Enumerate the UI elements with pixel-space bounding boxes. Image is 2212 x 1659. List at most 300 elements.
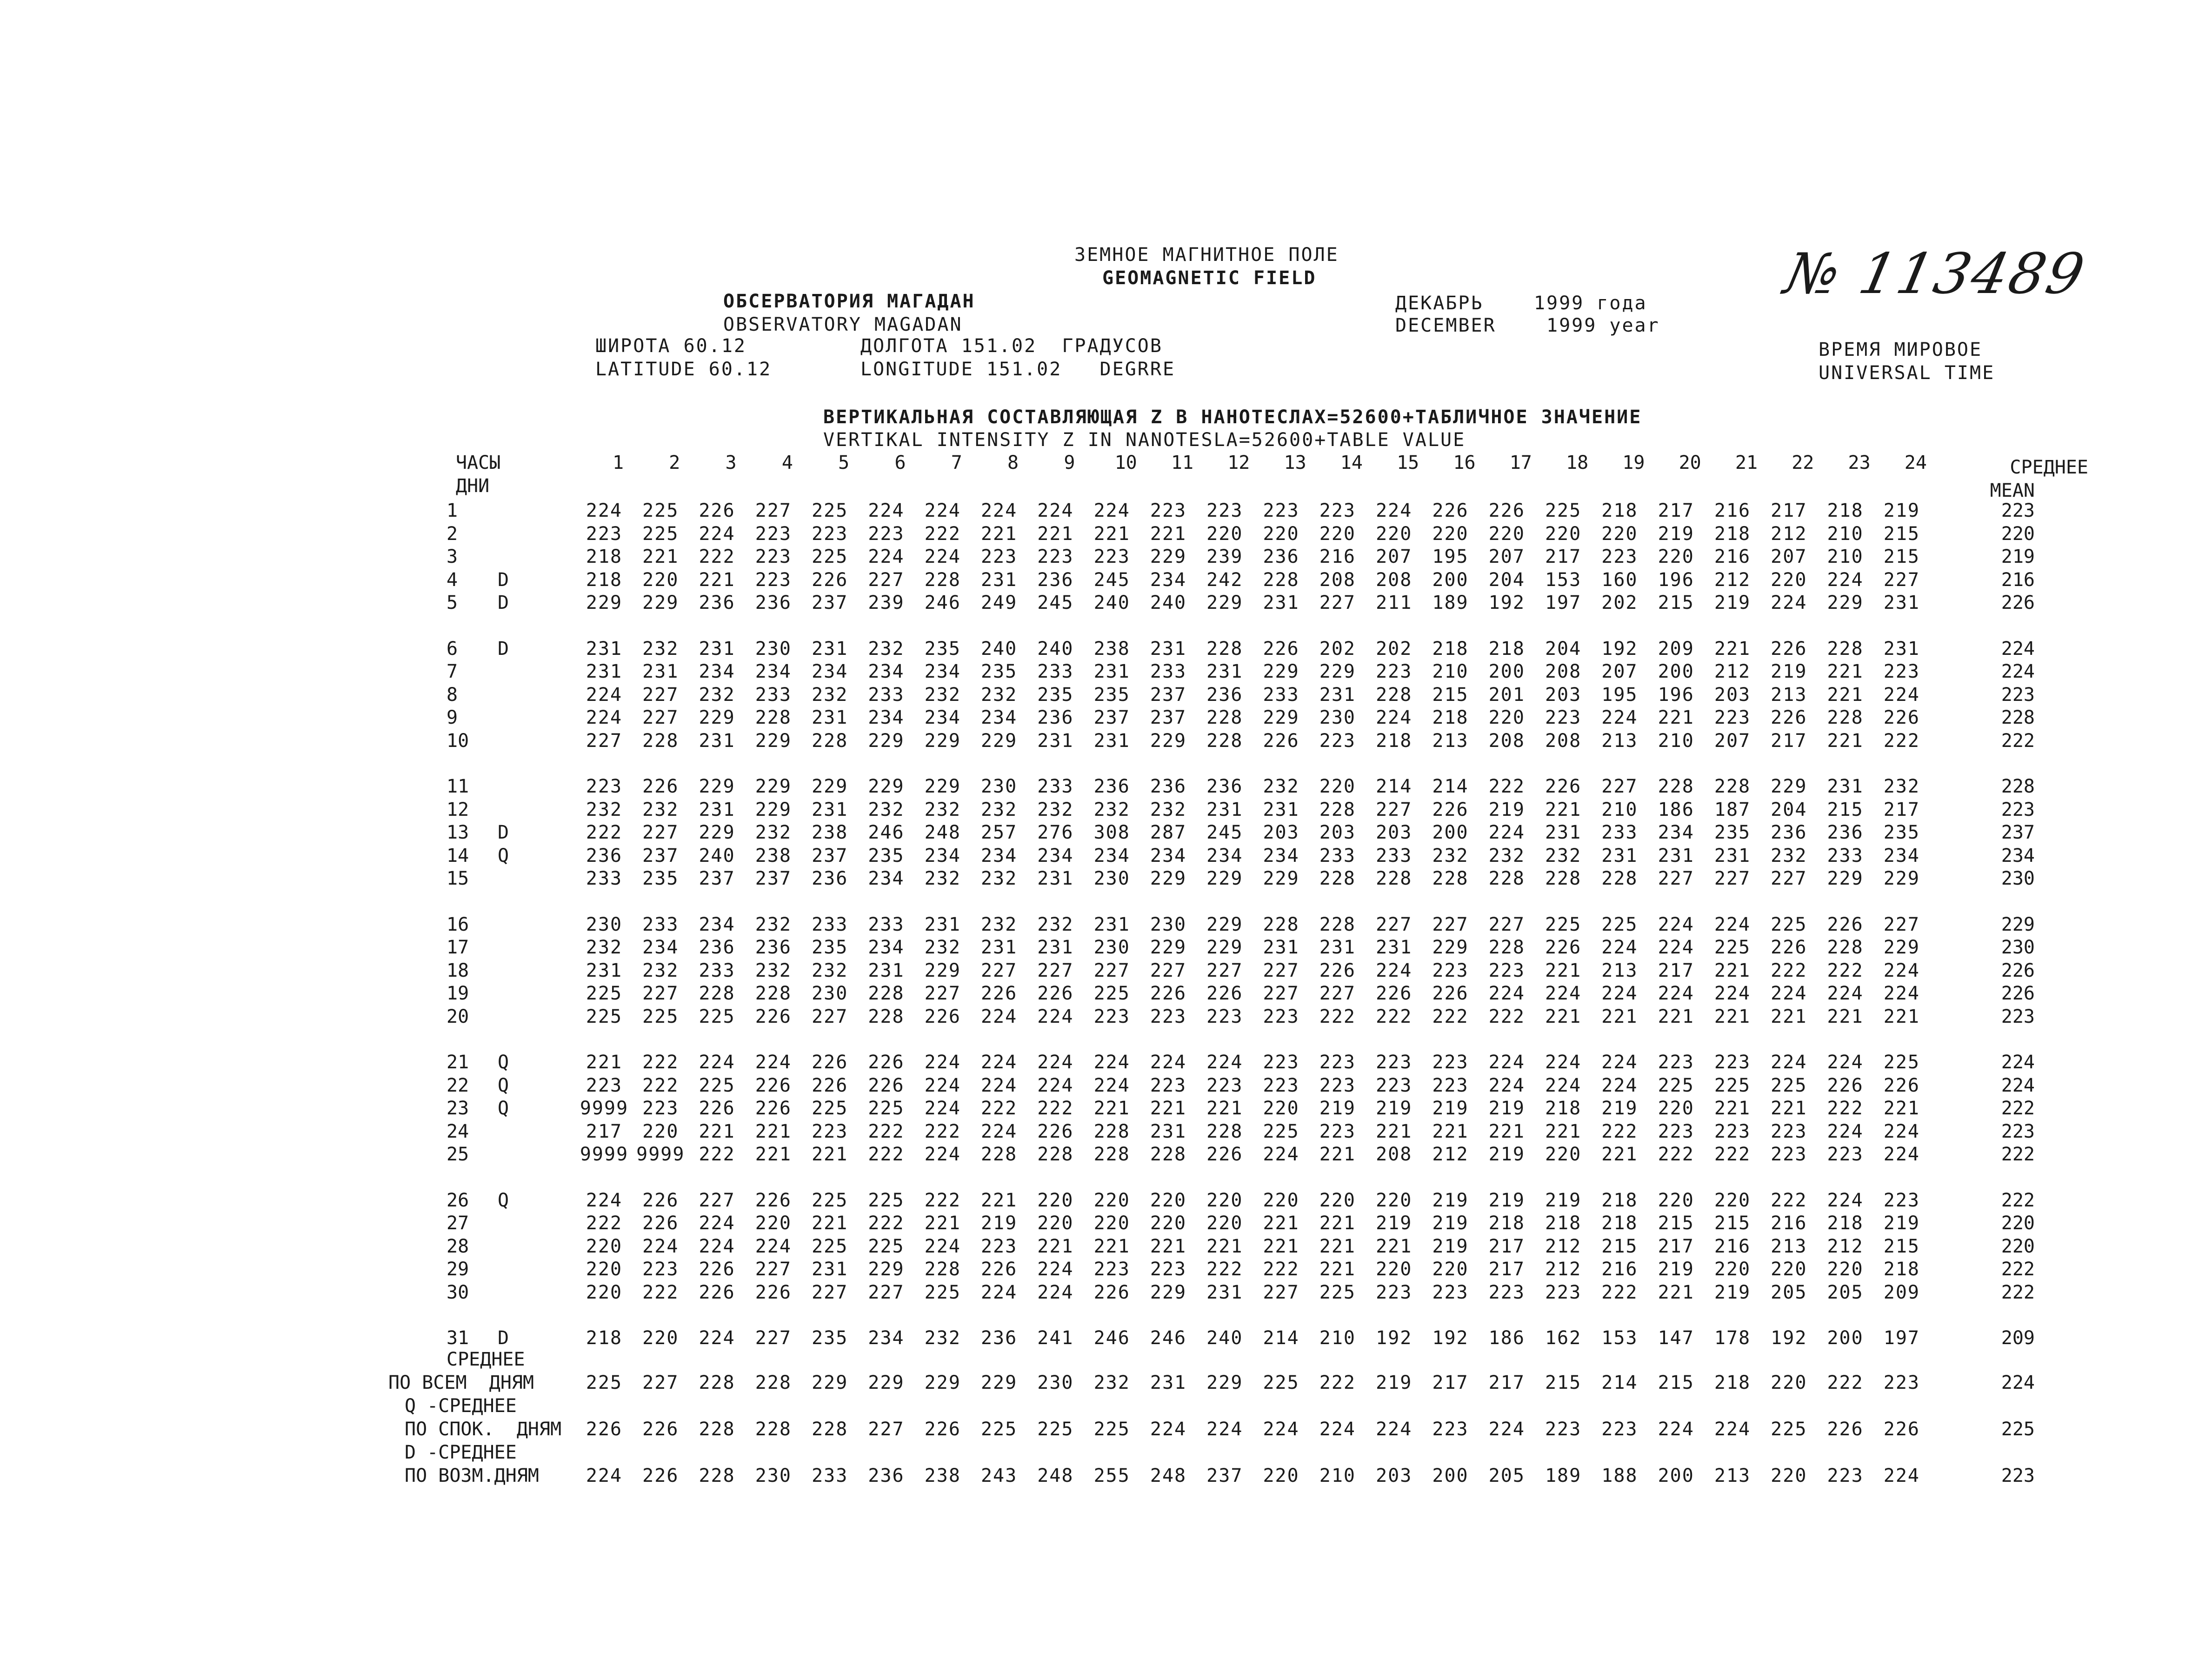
table-cell: 225 bbox=[868, 1098, 905, 1119]
table-cell: 236 bbox=[1827, 822, 1864, 843]
time-ru: ВРЕМЯ МИРОВОЕ bbox=[1819, 339, 1983, 360]
table-cell: 208 bbox=[1319, 569, 1356, 591]
table-cell: 228 bbox=[924, 1259, 961, 1280]
table-cell: 228 bbox=[1093, 1144, 1130, 1165]
component-ru: ВЕРТИКАЛЬНАЯ СОСТАВЛЯЮЩАЯ Z В НАНОТЕСЛАХ=52600+ТАБЛИЧНОЕ ЗНАЧЕНИЕ bbox=[823, 406, 1642, 428]
table-cell: 229 bbox=[924, 959, 961, 981]
summary-cell: 227 bbox=[868, 1418, 905, 1440]
table-cell: 229 bbox=[1319, 661, 1356, 682]
table-cell: 246 bbox=[1150, 1327, 1187, 1349]
table-cell: 229 bbox=[1150, 868, 1187, 889]
table-cell: 220 bbox=[1658, 1098, 1694, 1119]
table-cell: 218 bbox=[1714, 523, 1751, 545]
table-cell: 224 bbox=[868, 500, 905, 521]
table-cell: 223 bbox=[1432, 1052, 1469, 1073]
table-cell: 224 bbox=[1827, 569, 1864, 591]
table-cell: 224 bbox=[1037, 1259, 1074, 1280]
table-cell: 226 bbox=[868, 1074, 905, 1096]
table-cell: 248 bbox=[924, 822, 961, 843]
table-cell: 234 bbox=[1150, 569, 1187, 591]
table-cell: 225 bbox=[1545, 913, 1582, 935]
summary-label: СРЕДНЕЕ bbox=[446, 1348, 525, 1370]
table-cell: 223 bbox=[1883, 661, 1920, 682]
table-cell: 205 bbox=[1827, 1281, 1864, 1303]
table-cell: 236 bbox=[1150, 776, 1187, 797]
table-cell: 229 bbox=[699, 776, 735, 797]
hour-header: 22 bbox=[1792, 452, 1814, 473]
table-cell: 231 bbox=[812, 707, 848, 728]
table-cell: 232 bbox=[755, 913, 792, 935]
table-cell: 228 bbox=[1488, 868, 1525, 889]
summary-cell: 230 bbox=[755, 1465, 792, 1486]
table-cell: 224 bbox=[1263, 1144, 1299, 1165]
table-cell: 218 bbox=[1545, 1213, 1582, 1234]
table-cell: 222 bbox=[1319, 1006, 1356, 1027]
table-cell: 202 bbox=[1601, 592, 1638, 613]
table-cell: 232 bbox=[586, 937, 623, 958]
table-cell: 220 bbox=[1771, 1259, 1807, 1280]
table-cell: 229 bbox=[1827, 868, 1864, 889]
table-cell: 220 bbox=[1714, 1189, 1751, 1211]
table-cell: 226 bbox=[812, 569, 848, 591]
table-cell: 231 bbox=[1376, 937, 1412, 958]
table-cell: 229 bbox=[1263, 868, 1299, 889]
summary-cell: 232 bbox=[1093, 1372, 1130, 1393]
table-cell: 239 bbox=[1206, 546, 1243, 567]
table-cell: 218 bbox=[586, 546, 623, 567]
table-cell: 213 bbox=[1432, 730, 1469, 752]
table-cell: 221 bbox=[812, 1213, 848, 1234]
table-cell: 223 bbox=[1093, 1259, 1130, 1280]
table-cell: 239 bbox=[868, 592, 905, 613]
summary-cell: 228 bbox=[755, 1418, 792, 1440]
table-cell: 224 bbox=[1545, 983, 1582, 1004]
table-cell: 225 bbox=[1601, 913, 1638, 935]
table-cell: 219 bbox=[1432, 1213, 1469, 1234]
table-cell: 224 bbox=[1601, 937, 1638, 958]
table-cell: 223 bbox=[1827, 1144, 1864, 1165]
table-cell: 225 bbox=[699, 1074, 735, 1096]
table-cell: 224 bbox=[699, 523, 735, 545]
table-cell: 223 bbox=[1263, 1074, 1299, 1096]
table-cell: 226 bbox=[699, 1259, 735, 1280]
summary-cell: 205 bbox=[1488, 1465, 1525, 1486]
longitude-en: LONGITUDE 151.02 DEGRRE bbox=[860, 359, 1176, 380]
table-cell: 231 bbox=[1319, 937, 1356, 958]
table-cell: 223 bbox=[1150, 1074, 1187, 1096]
table-cell: 221 bbox=[1319, 1259, 1356, 1280]
table-cell: 200 bbox=[1432, 569, 1469, 591]
table-cell: 287 bbox=[1150, 822, 1187, 843]
table-cell: 221 bbox=[1714, 1006, 1751, 1027]
table-cell: 226 bbox=[1488, 500, 1525, 521]
summary-cell: 229 bbox=[980, 1372, 1018, 1393]
table-cell: 224 bbox=[1037, 1074, 1074, 1096]
hour-header: 6 bbox=[894, 452, 906, 473]
table-cell: 222 bbox=[1827, 959, 1864, 981]
table-cell: 221 bbox=[699, 569, 735, 591]
table-cell: 214 bbox=[1263, 1327, 1299, 1349]
summary-cell: 227 bbox=[642, 1372, 679, 1393]
table-cell: 228 bbox=[1206, 638, 1243, 660]
summary-cell: 226 bbox=[1883, 1418, 1920, 1440]
table-cell: 226 bbox=[1093, 1281, 1130, 1303]
table-cell: 232 bbox=[1037, 913, 1074, 935]
day-number: 9 bbox=[446, 707, 458, 728]
table-cell: 223 bbox=[1376, 1074, 1412, 1096]
table-cell: 223 bbox=[1658, 1052, 1694, 1073]
table-cell: 225 bbox=[812, 500, 848, 521]
hour-header: 16 bbox=[1453, 452, 1476, 473]
row-mean: 224 bbox=[2001, 1074, 2035, 1096]
table-cell: 221 bbox=[1827, 730, 1864, 752]
table-cell: 228 bbox=[1206, 707, 1243, 728]
table-cell: 220 bbox=[1206, 1213, 1243, 1234]
table-cell: 226 bbox=[1883, 1074, 1920, 1096]
table-cell: 224 bbox=[1883, 1120, 1920, 1142]
table-cell: 222 bbox=[1488, 776, 1525, 797]
table-cell: 228 bbox=[1488, 937, 1525, 958]
table-cell: 232 bbox=[1432, 845, 1469, 866]
table-cell: 234 bbox=[699, 661, 735, 682]
table-cell: 224 bbox=[586, 1189, 623, 1211]
summary-cell: 229 bbox=[812, 1372, 848, 1393]
table-cell: 230 bbox=[1093, 868, 1130, 889]
table-cell: 227 bbox=[642, 707, 679, 728]
table-cell: 203 bbox=[1714, 684, 1751, 706]
table-cell: 224 bbox=[1771, 983, 1807, 1004]
table-cell: 238 bbox=[1093, 638, 1130, 660]
table-cell: 219 bbox=[1432, 1235, 1469, 1257]
table-cell: 229 bbox=[868, 776, 905, 797]
table-cell: 221 bbox=[586, 1052, 623, 1073]
table-cell: 228 bbox=[1093, 1120, 1130, 1142]
row-mean: 228 bbox=[2001, 707, 2035, 728]
day-flag: Q bbox=[498, 1098, 509, 1119]
table-cell: 228 bbox=[1432, 868, 1469, 889]
table-cell: 231 bbox=[1714, 845, 1751, 866]
table-cell: 229 bbox=[1263, 707, 1299, 728]
table-cell: 229 bbox=[699, 822, 735, 843]
table-cell: 225 bbox=[868, 1189, 905, 1211]
table-cell: 223 bbox=[812, 1120, 848, 1142]
table-cell: 246 bbox=[868, 822, 905, 843]
table-cell: 214 bbox=[1432, 776, 1469, 797]
table-cell: 232 bbox=[980, 684, 1018, 706]
table-cell: 236 bbox=[1771, 822, 1807, 843]
table-cell: 203 bbox=[1319, 822, 1356, 843]
table-cell: 231 bbox=[1319, 684, 1356, 706]
table-cell: 223 bbox=[1601, 546, 1638, 567]
row-mean: 237 bbox=[2001, 822, 2035, 843]
table-cell: 221 bbox=[812, 1144, 848, 1165]
table-cell: 231 bbox=[699, 638, 735, 660]
table-cell: 229 bbox=[699, 707, 735, 728]
table-cell: 210 bbox=[1319, 1327, 1356, 1349]
table-cell: 227 bbox=[642, 684, 679, 706]
table-cell: 223 bbox=[1376, 1281, 1412, 1303]
summary-label: Q -СРЕДНЕЕ bbox=[405, 1395, 517, 1417]
latitude-ru: ШИРОТА 60.12 bbox=[595, 335, 746, 357]
table-cell: 232 bbox=[980, 913, 1018, 935]
table-cell: 217 bbox=[586, 1120, 623, 1142]
table-cell: 220 bbox=[1658, 546, 1694, 567]
table-cell: 222 bbox=[1206, 1259, 1243, 1280]
table-cell: 223 bbox=[1093, 1006, 1130, 1027]
summary-cell: 224 bbox=[1376, 1418, 1412, 1440]
table-cell: 224 bbox=[1771, 592, 1807, 613]
table-cell: 233 bbox=[868, 684, 905, 706]
summary-cell: 226 bbox=[642, 1418, 679, 1440]
table-cell: 223 bbox=[586, 1074, 623, 1096]
summary-cell: 223 bbox=[1883, 1372, 1920, 1393]
table-cell: 226 bbox=[980, 983, 1018, 1004]
row-mean: 222 bbox=[2001, 1281, 2035, 1303]
summary-cell: 217 bbox=[1432, 1372, 1469, 1393]
summary-cell: 224 bbox=[1150, 1418, 1187, 1440]
table-cell: 219 bbox=[1714, 592, 1751, 613]
table-cell: 242 bbox=[1206, 569, 1243, 591]
table-cell: 226 bbox=[755, 1189, 792, 1211]
summary-cell: 231 bbox=[1150, 1372, 1187, 1393]
summary-cell: 233 bbox=[812, 1465, 848, 1486]
table-cell: 231 bbox=[1263, 937, 1299, 958]
table-cell: 229 bbox=[1883, 937, 1920, 958]
table-cell: 231 bbox=[1093, 730, 1130, 752]
table-cell: 230 bbox=[812, 983, 848, 1004]
table-cell: 196 bbox=[1658, 569, 1694, 591]
hour-header: 15 bbox=[1397, 452, 1419, 473]
table-cell: 228 bbox=[1827, 937, 1864, 958]
table-cell: 233 bbox=[755, 684, 792, 706]
day-flag: D bbox=[498, 1327, 509, 1349]
table-cell: 212 bbox=[1827, 1235, 1864, 1257]
table-cell: 226 bbox=[1771, 937, 1807, 958]
table-cell: 227 bbox=[980, 959, 1018, 981]
table-cell: 223 bbox=[1319, 1074, 1356, 1096]
table-cell: 218 bbox=[586, 1327, 623, 1349]
table-cell: 218 bbox=[1488, 1213, 1525, 1234]
day-number: 2 bbox=[446, 523, 458, 545]
table-cell: 221 bbox=[1883, 1006, 1920, 1027]
summary-cell: 200 bbox=[1432, 1465, 1469, 1486]
table-cell: 224 bbox=[1093, 500, 1130, 521]
table-cell: 212 bbox=[1714, 661, 1751, 682]
summary-cell: 226 bbox=[586, 1418, 623, 1440]
table-cell: 232 bbox=[1771, 845, 1807, 866]
time-en: UNIVERSAL TIME bbox=[1819, 362, 1995, 384]
table-cell: 229 bbox=[1432, 937, 1469, 958]
summary-cell: 219 bbox=[1376, 1372, 1412, 1393]
table-cell: 234 bbox=[868, 937, 905, 958]
table-cell: 245 bbox=[1037, 592, 1074, 613]
table-cell: 232 bbox=[812, 684, 848, 706]
table-cell: 216 bbox=[1319, 546, 1356, 567]
table-cell: 229 bbox=[868, 730, 905, 752]
table-cell: 220 bbox=[755, 1213, 792, 1234]
table-cell: 224 bbox=[1488, 1074, 1525, 1096]
table-cell: 235 bbox=[924, 638, 961, 660]
table-cell: 224 bbox=[1771, 1052, 1807, 1073]
table-cell: 237 bbox=[1093, 707, 1130, 728]
table-cell: 207 bbox=[1771, 546, 1807, 567]
table-cell: 229 bbox=[924, 776, 961, 797]
table-cell: 192 bbox=[1488, 592, 1525, 613]
table-cell: 219 bbox=[1601, 1098, 1638, 1119]
table-cell: 234 bbox=[868, 868, 905, 889]
summary-cell: 222 bbox=[1827, 1372, 1864, 1393]
table-cell: 237 bbox=[699, 868, 735, 889]
row-mean: 223 bbox=[2001, 1006, 2035, 1027]
table-cell: 232 bbox=[1263, 776, 1299, 797]
table-cell: 234 bbox=[924, 845, 961, 866]
table-cell: 229 bbox=[642, 592, 679, 613]
table-cell: 231 bbox=[1206, 661, 1243, 682]
summary-label: ПО ВОЗМ.ДНЯМ bbox=[405, 1465, 539, 1486]
table-cell: 200 bbox=[1658, 661, 1694, 682]
day-number: 26 bbox=[446, 1189, 469, 1211]
table-cell: 231 bbox=[1037, 937, 1074, 958]
table-cell: 233 bbox=[812, 913, 848, 935]
table-cell: 222 bbox=[586, 822, 623, 843]
table-cell: 246 bbox=[924, 592, 961, 613]
table-cell: 218 bbox=[1545, 1098, 1582, 1119]
table-cell: 229 bbox=[1150, 937, 1187, 958]
table-cell: 225 bbox=[1545, 500, 1582, 521]
table-cell: 200 bbox=[1827, 1327, 1864, 1349]
table-cell: 223 bbox=[1206, 1006, 1243, 1027]
table-cell: 226 bbox=[699, 500, 735, 521]
table-cell: 225 bbox=[642, 500, 679, 521]
table-cell: 228 bbox=[1263, 913, 1299, 935]
summary-label: D -СРЕДНЕЕ bbox=[405, 1441, 517, 1463]
row-mean: 224 bbox=[2001, 638, 2035, 660]
table-cell: 219 bbox=[1771, 661, 1807, 682]
table-cell: 226 bbox=[1432, 799, 1469, 820]
table-cell: 233 bbox=[1037, 776, 1074, 797]
month-ru: ДЕКАБРЬ 1999 года bbox=[1395, 293, 1647, 314]
hour-header: 7 bbox=[951, 452, 962, 473]
table-cell: 225 bbox=[1319, 1281, 1356, 1303]
table-cell: 232 bbox=[1883, 776, 1920, 797]
table-cell: 240 bbox=[1037, 638, 1074, 660]
table-cell: 232 bbox=[1037, 799, 1074, 820]
table-cell: 235 bbox=[812, 937, 848, 958]
table-cell: 215 bbox=[1883, 546, 1920, 567]
table-cell: 217 bbox=[1488, 1259, 1525, 1280]
table-cell: 208 bbox=[1376, 569, 1412, 591]
summary-cell: 228 bbox=[812, 1418, 848, 1440]
table-cell: 234 bbox=[868, 1327, 905, 1349]
table-cell: 222 bbox=[980, 1098, 1018, 1119]
table-cell: 224 bbox=[1037, 1052, 1074, 1073]
summary-cell: 225 bbox=[1263, 1372, 1299, 1393]
table-cell: 220 bbox=[1545, 523, 1582, 545]
table-cell: 225 bbox=[1714, 1074, 1751, 1096]
table-cell: 231 bbox=[1601, 845, 1638, 866]
table-cell: 221 bbox=[1827, 684, 1864, 706]
table-cell: 223 bbox=[980, 1235, 1018, 1257]
table-cell: 227 bbox=[699, 1189, 735, 1211]
table-cell: 220 bbox=[1319, 1189, 1356, 1211]
table-cell: 231 bbox=[1263, 592, 1299, 613]
day-number: 29 bbox=[446, 1259, 469, 1280]
hour-header: 9 bbox=[1064, 452, 1075, 473]
table-cell: 231 bbox=[1206, 1281, 1243, 1303]
summary-mean: 224 bbox=[2001, 1372, 2035, 1393]
table-cell: 221 bbox=[1093, 523, 1130, 545]
table-cell: 223 bbox=[755, 546, 792, 567]
table-cell: 224 bbox=[924, 1074, 961, 1096]
hours-label: ЧАСЫ bbox=[456, 452, 501, 473]
summary-cell: 228 bbox=[699, 1372, 735, 1393]
table-cell: 221 bbox=[1150, 1098, 1187, 1119]
table-cell: 222 bbox=[1827, 1098, 1864, 1119]
table-cell: 234 bbox=[1037, 845, 1074, 866]
table-cell: 217 bbox=[1545, 546, 1582, 567]
table-cell: 224 bbox=[1883, 684, 1920, 706]
row-mean: 226 bbox=[2001, 592, 2035, 613]
table-cell: 221 bbox=[1037, 523, 1074, 545]
table-cell: 221 bbox=[1376, 1120, 1412, 1142]
table-cell: 220 bbox=[1771, 569, 1807, 591]
table-cell: 224 bbox=[586, 707, 623, 728]
table-cell: 233 bbox=[1037, 661, 1074, 682]
row-mean: 223 bbox=[2001, 1120, 2035, 1142]
table-cell: 195 bbox=[1432, 546, 1469, 567]
table-cell: 153 bbox=[1601, 1327, 1638, 1349]
table-cell: 219 bbox=[980, 1213, 1018, 1234]
table-cell: 225 bbox=[1714, 937, 1751, 958]
table-cell: 224 bbox=[1488, 1052, 1525, 1073]
table-cell: 231 bbox=[1206, 799, 1243, 820]
table-cell: 225 bbox=[1263, 1120, 1299, 1142]
table-cell: 237 bbox=[1150, 684, 1187, 706]
table-cell: 226 bbox=[1827, 913, 1864, 935]
table-cell: 228 bbox=[755, 983, 792, 1004]
table-cell: 228 bbox=[1263, 569, 1299, 591]
table-cell: 197 bbox=[1545, 592, 1582, 613]
table-cell: 224 bbox=[868, 546, 905, 567]
table-cell: 234 bbox=[812, 661, 848, 682]
day-number: 16 bbox=[446, 913, 469, 935]
table-cell: 220 bbox=[1601, 523, 1638, 545]
hour-header: 1 bbox=[612, 452, 624, 473]
table-cell: 228 bbox=[1601, 868, 1638, 889]
table-cell: 224 bbox=[980, 1074, 1018, 1096]
day-flag: Q bbox=[498, 1189, 509, 1211]
summary-cell: 248 bbox=[1037, 1465, 1074, 1486]
table-cell: 221 bbox=[1263, 1213, 1299, 1234]
hour-header: 12 bbox=[1227, 452, 1250, 473]
table-cell: 210 bbox=[1432, 661, 1469, 682]
day-number: 20 bbox=[446, 1006, 469, 1027]
table-cell: 223 bbox=[1263, 1052, 1299, 1073]
title-ru: ЗЕМНОЕ МАГНИТНОЕ ПОЛЕ bbox=[1074, 244, 1339, 266]
table-cell: 210 bbox=[1601, 799, 1638, 820]
table-cell: 229 bbox=[1206, 868, 1243, 889]
table-cell: 232 bbox=[868, 799, 905, 820]
table-cell: 236 bbox=[1206, 684, 1243, 706]
table-cell: 220 bbox=[1206, 523, 1243, 545]
table-cell: 220 bbox=[1827, 1259, 1864, 1280]
table-cell: 225 bbox=[699, 1006, 735, 1027]
table-cell: 236 bbox=[586, 845, 623, 866]
table-cell: 221 bbox=[1206, 1235, 1243, 1257]
table-cell: 226 bbox=[642, 776, 679, 797]
observatory-ru: ОБСЕРВАТОРИЯ МАГАДАН bbox=[723, 291, 975, 312]
table-cell: 217 bbox=[1883, 799, 1920, 820]
